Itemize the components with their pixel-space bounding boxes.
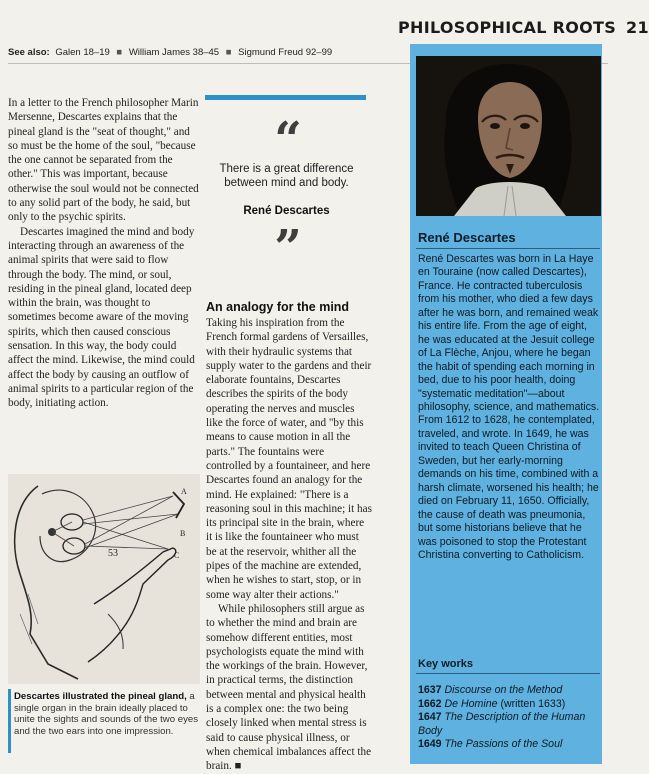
pull-quote-bar — [205, 95, 366, 100]
caption-accent-bar — [8, 689, 11, 753]
figure-page-label: 53 — [108, 548, 118, 559]
figure-letter: A — [181, 487, 187, 496]
sidebar-biography: René Descartes was born in La Haye en Touraine (now called Descartes), France. He contracted tuberculosis from his mother, who died a few days after he was born, and remained weak his entire life. From the age of eight, he was educated at the Jesuit college of La Flèche, Anjou, where he began the habit of spending each morning in bed, due to his poor health, doing "systematic meditation"—about philosophy, science, and mathematics. From 1612 to 1628, he contemplated, traveled, and wrote. In 1649, he was invited to teach Queen Christina of Sweden, but her early-morning demands on his time, combined with a harsh climate, worsened his health; he died on February 11, 1650. Officially, the cause of death was pneumonia, but some historians believe that he was poisoned to stop the Protestant Christina converting to Catholicism. — [418, 253, 600, 561]
see-also-label: See also: — [8, 47, 50, 58]
section-heading: An analogy for the mind — [206, 300, 350, 314]
section-title: PHILOSOPHICAL ROOTS — [398, 18, 617, 37]
body-column-2 — [206, 300, 372, 774]
key-works-list — [418, 684, 602, 752]
page-number: 21 — [626, 18, 649, 37]
sidebar-name: René Descartes — [418, 230, 516, 245]
body-paragraph: Descartes imagined the mind and body interacting through an awareness of the animal spirits that were said to flow through the body. The mind, or soul, residing in the pineal gland, located deep within the brain, was thought to sometimes become aware of the moving spirits, which then caused conscious sensation. In this way, the body could affect the mind. Likewise, the mind could affect the body by causing an outflow of animal spirits to a particular region of the body, initiating action. — [8, 225, 195, 410]
sidebar-divider — [416, 248, 600, 249]
key-works-title: Key works — [418, 658, 474, 670]
pineal-gland-illustration — [8, 474, 200, 684]
portrait-image — [416, 56, 601, 216]
figure-caption — [14, 691, 200, 737]
body-column-1 — [8, 96, 200, 411]
open-quote-icon: “ — [274, 112, 302, 168]
separator-square-icon: ■ — [116, 47, 123, 58]
figure-letter: C — [174, 551, 180, 560]
caption-text: a single organ in the brain ideally placed to unite the sights and sounds of the two eyes and the two ears into one impression. — [14, 691, 199, 737]
body-paragraph: In a letter to the French philosopher Marin Mersenne, Descartes explains that the pineal gland is the "seat of thought," and so must be the home of the soul, "because the one cannot be separated from the other." This was important, because otherwise the soul would not be connected to any solid part of the body, he said, but only to the psychic spirits. — [8, 97, 199, 224]
figure-letter: B — [180, 529, 186, 538]
body-paragraph: Taking his inspiration from the French formal gardens of Versailles, with their hydraulic systems that supply water to the gardens and their elaborate fountains, Descartes describes the spirits of the body operating the nerves and muscles like the force of water, and "by this means to cause motion in all the parts." The fountains were controlled by a fountaineer, and here Descartes found an analogy for the mind. He explained: "There is a reasoning soul in this machine; it has its principal site in the brain, where it is like the fountaineer who must be at the reservoir, whither all the pipes of the machine are extended, when he wishes to start, stop, or in some way alter their actions." — [206, 317, 372, 601]
pull-quote-author: René Descartes — [243, 205, 330, 217]
see-also-item: Sigmund Freud 92–99 — [238, 47, 333, 58]
key-work-item: 1649 The Passions of the Soul — [418, 738, 563, 750]
see-also-item: William James 38–45 — [128, 47, 220, 58]
woodcut-drawing — [8, 474, 200, 684]
descartes-portrait — [416, 56, 601, 216]
key-work-item: 1662 De Homine (written 1633) — [418, 697, 566, 710]
body-paragraph: While philosophers still argue as to whether the mind and brain are somehow different entities, most psychologists equate the mind with the workings of the brain. However, in practical terms, the distinction between mental and physical health is a complex one: the two being closely linked when mental stress is said to cause physical illness, or when chemical imbalances affect the brain. ■ — [206, 602, 372, 773]
key-works-divider — [416, 673, 600, 674]
key-work-item: 1647 The Description of the Human Body — [418, 711, 586, 737]
close-quote-icon: ” — [274, 220, 302, 276]
caption-lead: Descartes illustrated the pineal gland, — [14, 691, 187, 702]
separator-square-icon: ■ — [225, 47, 232, 58]
see-also-item: Galen 18–19 — [55, 47, 110, 58]
pull-quote-text: There is a great difference between mind and body. — [219, 163, 354, 189]
running-header — [398, 18, 649, 37]
key-work-item: 1637 Discourse on the Method — [418, 684, 563, 696]
